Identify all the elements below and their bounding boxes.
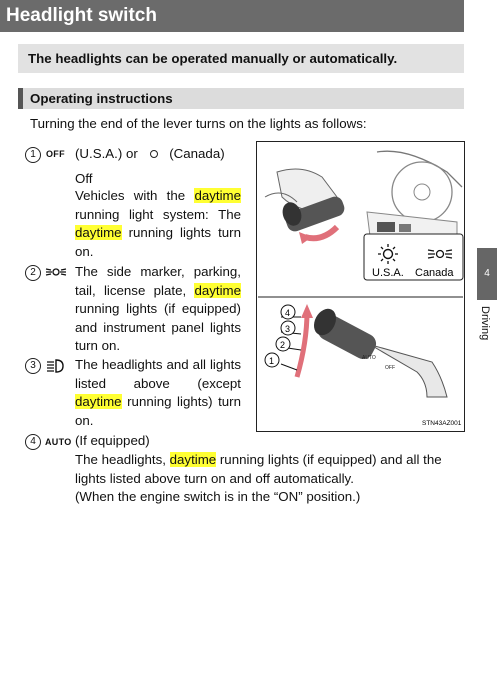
item-2-desc: The side marker, parking, tail, license plate, daytime running lights (if equipped) and instrument panel lights turn on. bbox=[75, 264, 241, 354]
highlight-daytime: daytime bbox=[75, 394, 122, 410]
item-1-line bbox=[75, 145, 245, 164]
item-4-equipped: (If equipped) bbox=[75, 433, 150, 448]
page-title: Headlight switch bbox=[0, 0, 464, 32]
highlight-daytime: daytime bbox=[75, 225, 122, 241]
callout-3: 3 bbox=[285, 324, 291, 334]
highlight-daytime: daytime bbox=[194, 282, 241, 298]
parking-lights-icon bbox=[45, 266, 67, 278]
section-heading: Operating instructions bbox=[18, 88, 464, 109]
item-number-4: 4 bbox=[25, 434, 41, 450]
summary-box: The headlights can be operated manually or automatically. bbox=[18, 44, 464, 73]
item-1-usa: (U.S.A.) or bbox=[75, 146, 138, 161]
item-1-canada: (Canada) bbox=[169, 146, 225, 161]
lever-auto-label: AUTO bbox=[362, 355, 376, 361]
callout-4: 4 bbox=[285, 308, 291, 318]
item-1-off: Off bbox=[75, 171, 93, 186]
inset-usa-label: U.S.A. bbox=[372, 267, 404, 279]
figure-code: STN43AZ001 bbox=[422, 420, 462, 427]
item-number-3: 3 bbox=[25, 358, 41, 374]
callout-2: 2 bbox=[280, 340, 286, 350]
inset-canada-label: Canada bbox=[415, 267, 454, 279]
lever-illustration bbox=[257, 142, 464, 431]
highlight-daytime: daytime bbox=[169, 452, 217, 467]
item-number-2: 2 bbox=[25, 265, 41, 281]
intro-text: Turning the end of the lever turns on the lights as follows: bbox=[30, 116, 367, 131]
headlight-icon bbox=[45, 359, 65, 373]
off-symbol: OFF bbox=[46, 149, 65, 159]
item-number-1: 1 bbox=[25, 147, 41, 163]
highlight-daytime: daytime bbox=[194, 188, 241, 203]
lever-off-label: OFF bbox=[385, 365, 395, 371]
auto-symbol: AUTO bbox=[45, 437, 72, 447]
canada-off-icon bbox=[150, 150, 158, 158]
item-3-desc: The headlights and all lights listed above (except daytime running lights) turn on. bbox=[75, 357, 241, 428]
callout-1: 1 bbox=[269, 356, 275, 366]
item-1-desc: Vehicles with the daytime running light system: The daytime running lights turn on. bbox=[75, 188, 241, 259]
item-4-note: (When the engine switch is in the “ON” position.) bbox=[75, 489, 361, 505]
item-4-desc: The headlights, daytime running lights (if equipped) and all the lights listed above turn on and off automatically. (When the engine switch is in the “ON” position.) bbox=[75, 452, 442, 505]
chapter-label: Driving bbox=[479, 306, 491, 341]
lever-figure bbox=[256, 141, 465, 432]
chapter-tab: 4 bbox=[477, 248, 497, 300]
